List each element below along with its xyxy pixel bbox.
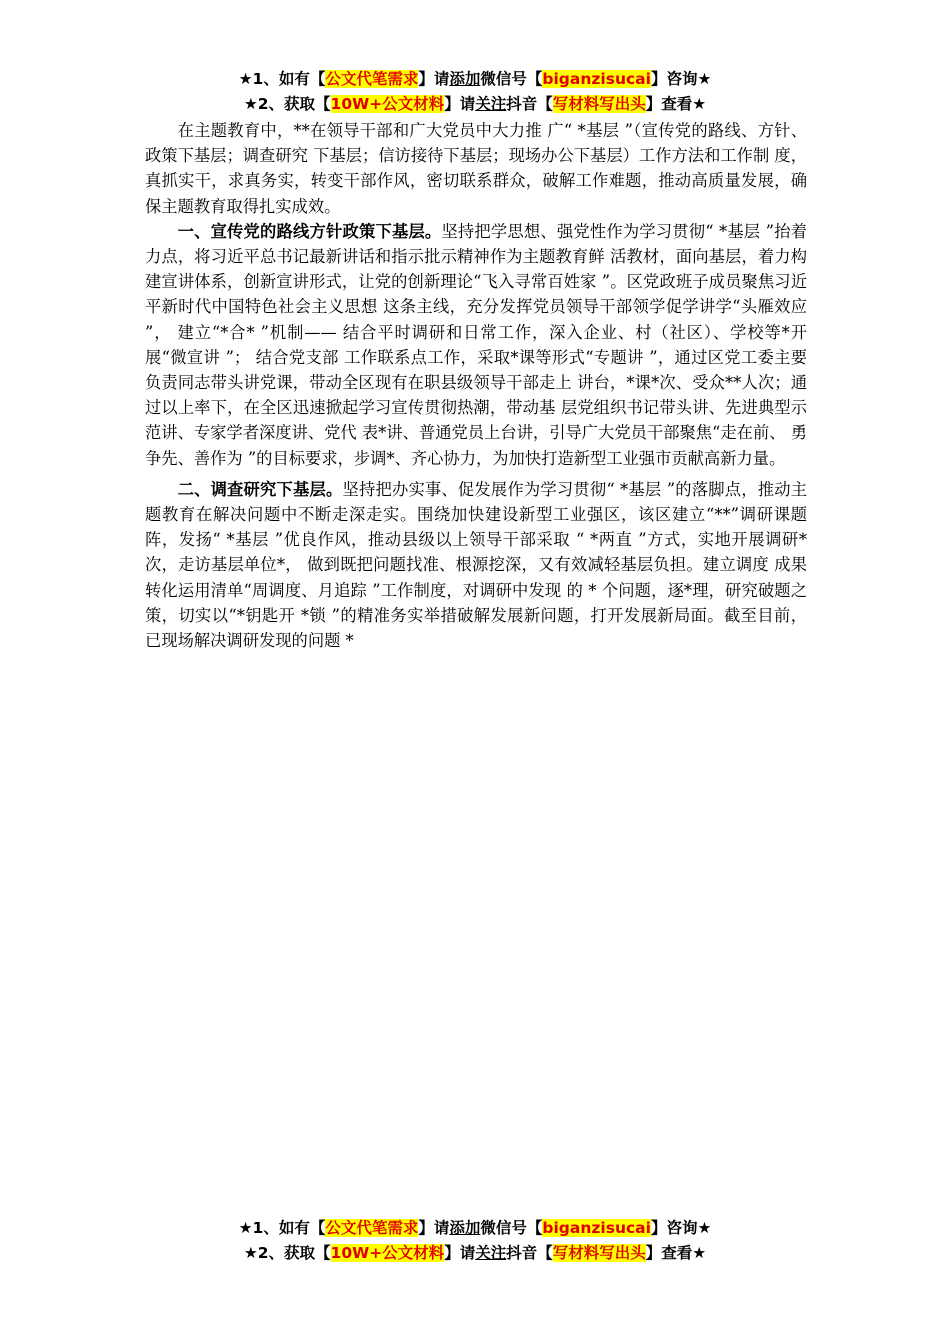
- intro-paragraph: 在主题教育中，**在领导干部和广大党员中大力推 广“ *基层 ”（宣传党的路线、方针、政策下基层；调查研究 下基层；信访接待下基层；现场办公下基层）工作方法和工作制 度，真抓实干，求真务实，转变干部作风，密切联系群众，破解工作难题，推动高质量发展，确保主题教育取得扎实成效。: [145, 121, 807, 216]
- promo-highlight: 公文代笔需求: [325, 70, 419, 88]
- promo-text: ★2、获取【: [243, 95, 331, 113]
- promo-highlight: 10W+公文材料: [330, 95, 445, 113]
- promo-underline: 关注: [475, 1244, 507, 1262]
- promo-highlight: biganzisucai: [542, 1219, 651, 1237]
- promo-highlight: 写材料写出头: [552, 1244, 646, 1262]
- promo-text: 】请: [418, 70, 450, 88]
- section-1-text: 坚持把学思想、强党性作为学习贯彻“ *基层 ”抬着 力点，将习近平总书记最新讲话和指示批示精神作为主题教育鲜 活教材，面向基层，着力构建宣讲体系，创新宣讲形式，让党的创新理论“飞入寻常百姓家 ”。区党政班子成员聚焦习近平新时代中国特色社会主义思想 这条主线，充分发挥党员领导干部领学促学讲学“头雁效应 ”， 建立“*合* ”机制—— 结合平时调研和日常工作，深入企业、村（社区）、学校等*开展“微宣讲 ”； 结合党支部 工作联系点工作，采取*课等形式“专题讲 ”，通过区党工委主要负责同志带头讲党课，带动全区现有在职县级领导干部走上 讲台，*课*次、受众**人次；通过以上率下，在全区迅速掀起学习宣传贯彻热潮，带动基 层党组织书记带头讲、先进典型示范讲、专家学者深度讲、党代 表*讲、普通党员上台讲，引导广大党员干部聚焦“走在前、 勇争先、善作为 ”的目标要求，步调*、齐心协力，为加快打造新型工业强市贡献高新力量。: [145, 221, 807, 468]
- promo-text: 】请: [418, 1219, 450, 1237]
- promo-highlight: biganzisucai: [542, 70, 651, 88]
- promo-underline: 关注: [475, 95, 507, 113]
- section-2-text: 坚持把办实事、促发展作为学习贯彻“ *基层 ”的落脚点，推动主题教育在解决问题中不断走深走实。围绕加快建设新型工业强区，该区建立“**”调研课题 阵，发扬“ *基层 ”优良作风，推动县级以上领导干部采取 “ *两直 ”方式，实地开展调研* 次，走访基层单位*， 做到既把问题找准、根源挖深，又有效减轻基层负担。建立调度 成果转化运用清单“周调度、月追踪 ”工作制度，对调研中发现 的 * 个问题，逐*理，研究破题之策，切实以“*钥匙开 *锁 ”的精准务实举措破解发展新问题，打开发展新局面。截至目前， 已现场解决调研发现的问题 *: [145, 479, 807, 651]
- promo-text: 微信号【: [480, 1219, 543, 1237]
- promo-text: 抖音【: [506, 95, 553, 113]
- promo-underline: 添加: [449, 1219, 481, 1237]
- promo-underline: 添加: [449, 70, 481, 88]
- promo-banner-bottom: [0, 1216, 950, 1266]
- promo-text: 抖音【: [506, 1244, 553, 1262]
- section-2-heading: 二、调查研究下基层。: [177, 479, 343, 499]
- promo-highlight: 10W+公文材料: [330, 1244, 445, 1262]
- promo-banner-top: [0, 67, 950, 117]
- promo-text: ★1、如有【: [238, 70, 326, 88]
- section-1-heading: 一、宣传党的路线方针政策下基层。: [177, 221, 442, 241]
- promo-text: 】请: [444, 95, 476, 113]
- promo-text: 】查看★: [645, 1244, 707, 1262]
- promo-text: 】咨询★: [650, 70, 712, 88]
- promo-text: 】查看★: [645, 95, 707, 113]
- section-2-paragraph: [145, 477, 807, 653]
- promo-text: 】咨询★: [650, 1219, 712, 1237]
- promo-line-1: [0, 67, 950, 92]
- promo-line-2: [0, 1241, 950, 1266]
- document-body: [145, 118, 807, 653]
- promo-text: 微信号【: [480, 70, 543, 88]
- promo-text: 】请: [444, 1244, 476, 1262]
- promo-text: ★2、获取【: [243, 1244, 331, 1262]
- promo-line-2: [0, 92, 950, 117]
- promo-highlight: 公文代笔需求: [325, 1219, 419, 1237]
- section-1-paragraph: [145, 219, 807, 471]
- promo-text: ★1、如有【: [238, 1219, 326, 1237]
- promo-highlight: 写材料写出头: [552, 95, 646, 113]
- promo-line-1: [0, 1216, 950, 1241]
